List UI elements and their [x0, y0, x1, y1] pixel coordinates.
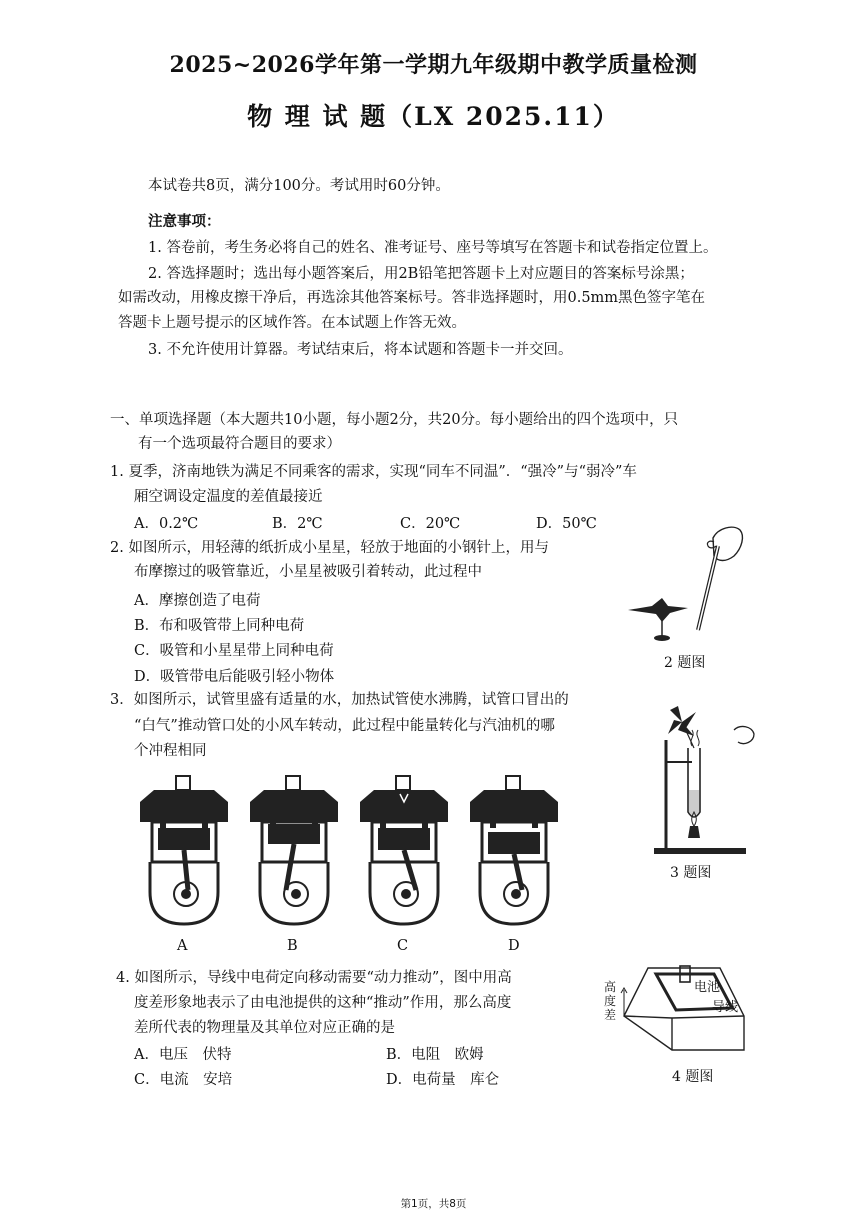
q4-label-height: 高度差 [604, 980, 617, 1022]
note-item-2-cont: 如需改动，用橡皮擦干净后，再选涂其他答案标号。答非选择题时，用0.5mm黑色签字笔在 [118, 290, 706, 306]
q4-option-b[interactable]: B．电阻 欧姆 [386, 1047, 484, 1063]
q3-stem-line2: “白气”推动管口处的小风车转动，此过程中能量转化与汽油机的哪 [134, 718, 555, 734]
note-item-2: 2. 答选择题时；选出每小题答案后，用2B铅笔把答题卡上对应题目的答案标号涂黑； [148, 266, 694, 282]
q4-stem-line1: 4. 如图所示，导线中电荷定向移动需要“动力推动”，图中用高 [116, 970, 512, 986]
note-item-1: 1. 答卷前，考生务必将自己的姓名、准考证号、座号等填写在答题卡和试卷指定位置上。 [148, 240, 718, 256]
q3-figure [648, 700, 760, 860]
q4-stem-line3: 差所代表的物理量及其单位对应正确的是 [134, 1020, 395, 1036]
q2-option-b[interactable]: B．布和吸管带上同种电荷 [134, 618, 305, 634]
q2-figure [618, 518, 748, 648]
engine-diagram-c [356, 772, 452, 932]
engine-label-d[interactable]: D [508, 938, 520, 954]
q4-label-battery: 电池 [694, 980, 721, 995]
note-item-2-cont2: 答题卡上题号提示的区域作答。在本试题上作答无效。 [118, 315, 466, 331]
q4-stem-line2: 度差形象地表示了由电池提供的这种“推动”作用，那么高度 [134, 995, 512, 1011]
q4-figure-caption: 4 题图 [672, 1069, 714, 1085]
q2-figure-caption: 2 题图 [664, 655, 706, 671]
engine-diagram-b [246, 772, 342, 932]
engine-diagram-a [136, 772, 232, 932]
q3-figure-caption: 3 题图 [670, 865, 712, 881]
q1-option-c[interactable]: C．20℃ [400, 516, 461, 532]
engine-label-c[interactable]: C [397, 938, 409, 954]
q4-option-a[interactable]: A．电压 伏特 [134, 1047, 232, 1063]
q1-option-d[interactable]: D．50℃ [536, 516, 597, 532]
section1-heading-cont: 有一个选项最符合题目的要求） [138, 436, 341, 452]
q2-option-c[interactable]: C．吸管和小星星带上同种电荷 [134, 643, 334, 659]
q4-option-d[interactable]: D．电荷量 库仑 [386, 1072, 500, 1088]
q2-option-a[interactable]: A．摩擦创造了电荷 [134, 593, 261, 609]
q2-stem-line1: 2. 如图所示，用轻薄的纸折成小星星，轻放于地面的小钢针上，用与 [110, 540, 549, 556]
q2-stem-line2: 布摩擦过的吸管靠近，小星星被吸引着转动，此过程中 [134, 564, 482, 580]
exam-intro: 本试卷共8页，满分100分。考试用时60分钟。 [148, 178, 450, 194]
page-footer: 第1页，共8页 [400, 1198, 467, 1210]
q4-label-wire: 导线 [712, 1000, 739, 1015]
q1-option-a[interactable]: A．0.2℃ [134, 516, 199, 532]
note-item-3: 3. 不允许使用计算器。考试结束后，将本试题和答题卡一并交回。 [148, 342, 573, 358]
q1-stem-line1: 1. 夏季，济南地铁为满足不同乘客的需求，实现“同车不同温”．“强冷”与“弱冷”车 [110, 464, 637, 480]
q1-option-b[interactable]: B．2℃ [272, 516, 323, 532]
engine-label-a[interactable]: A [177, 938, 188, 954]
q4-option-c[interactable]: C．电流 安培 [134, 1072, 233, 1088]
engine-label-b[interactable]: B [287, 938, 298, 954]
engine-diagram-d [466, 772, 562, 932]
notes-heading: 注意事项： [148, 213, 221, 230]
q3-stem-line1: 3．如图所示，试管里盛有适量的水，加热试管使水沸腾，试管口冒出的 [110, 692, 569, 708]
exam-title: 2025~2026学年第一学期九年级期中教学质量检测 [169, 52, 698, 78]
q1-stem-line2: 厢空调设定温度的差值最接近 [134, 489, 323, 505]
q2-option-d[interactable]: D．吸管带电后能吸引轻小物体 [134, 669, 335, 685]
q3-stem-line3: 个冲程相同 [134, 743, 207, 759]
subject-title: 物 理 试 题（LX 2025.11） [247, 102, 620, 131]
section1-heading: 一、单项选择题（本大题共10小题，每小题2分，共20分。每小题给出的四个选项中，只 [110, 412, 679, 428]
